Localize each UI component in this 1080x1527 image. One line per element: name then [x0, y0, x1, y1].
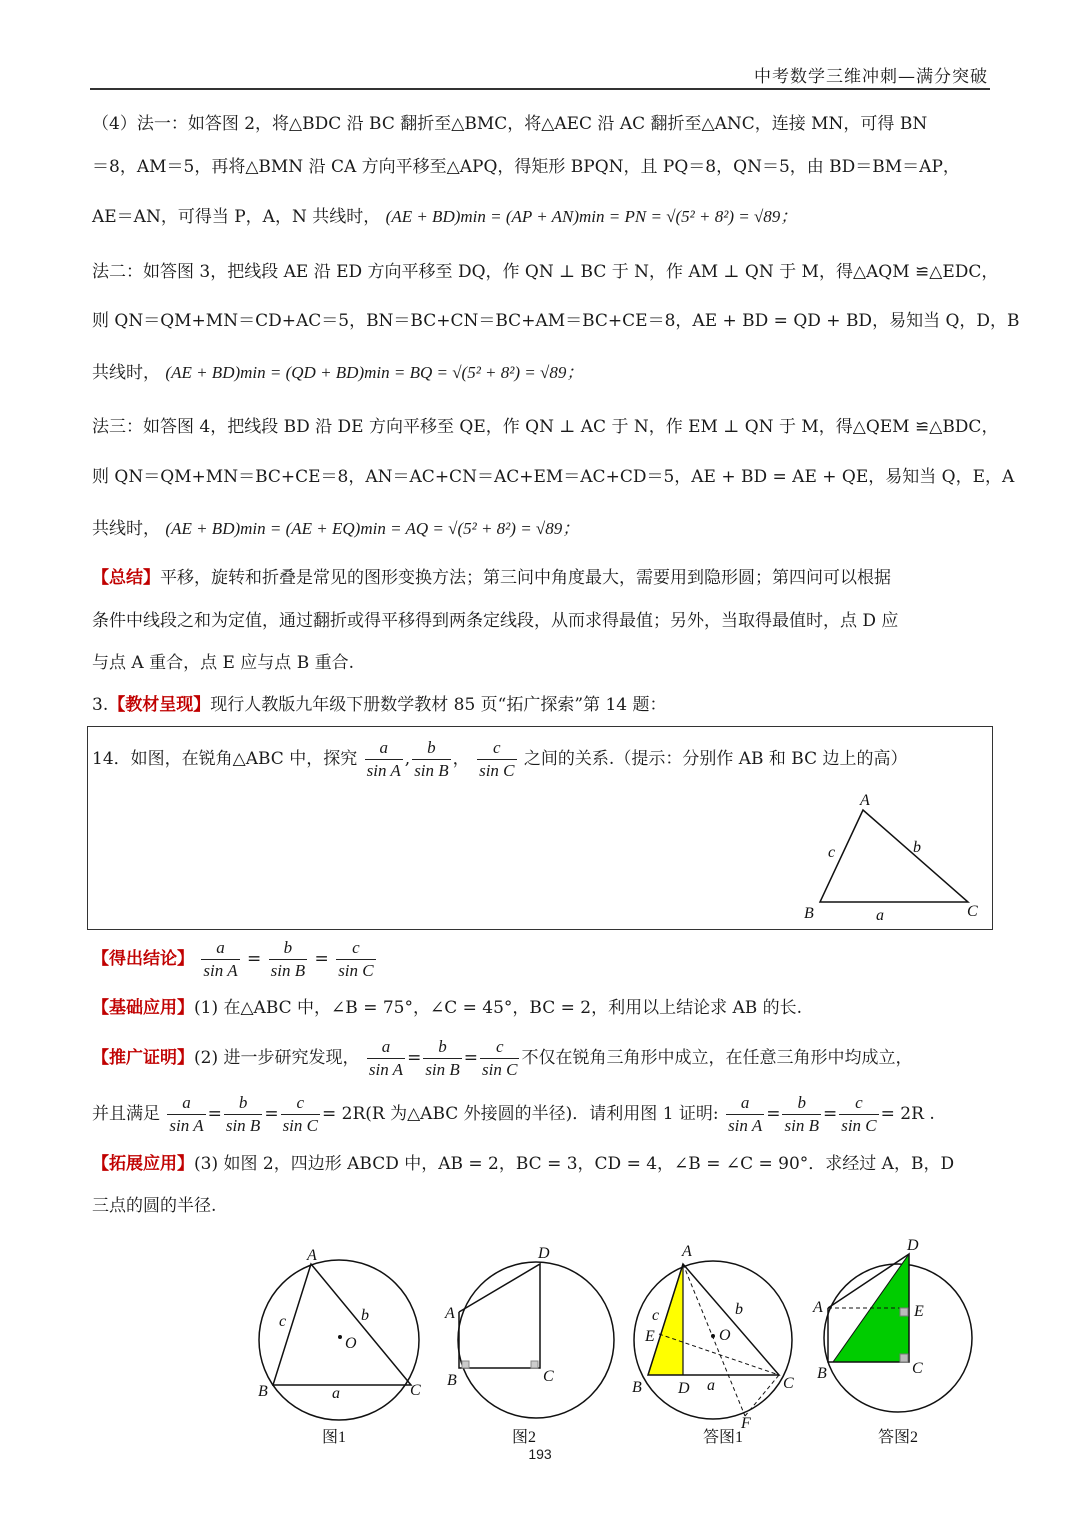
m3-line3	[92, 517, 990, 541]
m3-formula: (AE + BD)min = (AE + EQ)min = AQ = √(5² + 8²) = √89；	[165, 519, 580, 538]
conclusion-tag: 【得出结论】	[92, 949, 194, 969]
ans2-right-angle-E	[900, 1308, 908, 1316]
p4-line2: ＝8，AM＝5，再将△BMN 沿 CA 方向平移至△APQ，得矩形 BPQN，且 PQ＝8，QN＝5，由 BD＝BM＝AP，	[92, 157, 960, 177]
fig1-label-a: a	[332, 1385, 340, 1402]
m2-line1: 法二：如答图 3，把线段 AE 沿 ED 方向平移至 DQ，作 QN ⊥ BC 于 N，作 AM ⊥ QN 于 M，得△AQM ≌△EDC，	[92, 262, 999, 282]
fig2-label-A: A	[445, 1305, 455, 1322]
basic-text: (1) 在△ABC 中，∠B = 75°，∠C = 45°，BC = 2，利用以上结论求 AB 的长.	[194, 998, 803, 1018]
fig1-label-C: C	[410, 1382, 421, 1399]
fig1-label-O: O	[345, 1335, 357, 1352]
ans1-label-c: c	[652, 1307, 660, 1324]
proof-text2c: = 2R .	[880, 1104, 935, 1124]
p4-line3	[92, 205, 990, 229]
proof-text1: (2) 进一步研究发现，	[194, 1048, 360, 1068]
item3-num: 3.	[92, 695, 109, 715]
ans1-caption: 答图1	[703, 1429, 744, 1446]
ext-text1: (3) 如图 2，四边形 ABCD 中，AB = 2，BC = 3，CD = 4，∠B = ∠C = 90°．求经过 A，B，D	[194, 1154, 955, 1174]
proof-text2a: 并且满足	[92, 1104, 160, 1124]
summary-text1: 平移，旋转和折叠是常见的图形变换方法；第三问中角度最大，需要用到隐形圆；第四问可以根据	[160, 568, 891, 588]
fig2-circle	[458, 1262, 614, 1418]
answer-figure-1	[632, 1243, 794, 1446]
label-c: c	[828, 844, 836, 861]
page-number: 193	[528, 1446, 552, 1462]
fig1-caption: 图1	[322, 1429, 347, 1446]
label-A: A	[860, 792, 870, 809]
p4-line3-text: AE＝AN，可得当 P，A，N 共线时，	[92, 207, 381, 227]
item3-tag: 【教材呈现】	[108, 695, 211, 715]
m3-line2: 则 QN＝QM+MN＝BC+CE＝8，AN＝AC+CN＝AC+EM＝AC+CD＝5，AE + BD = AE + QE，易知当 Q，E，A	[92, 467, 1015, 487]
ans1-label-b: b	[735, 1301, 743, 1318]
label-b: b	[913, 839, 921, 856]
fig2-label-B: B	[447, 1372, 457, 1389]
proof-text1b: 不仅在锐角三角形中成立，在任意三角形中均成立，	[521, 1048, 913, 1068]
header-title: 中考数学三维冲刺—满分突破	[754, 67, 988, 87]
summary-line3: 与点 A 重合，点 E 应与点 B 重合.	[92, 653, 355, 673]
ans1-center-dot	[711, 1334, 715, 1338]
triangle-abc	[820, 810, 968, 902]
summary-tag: 【总结】	[92, 568, 160, 588]
figure-1	[258, 1247, 421, 1446]
label-a: a	[876, 907, 884, 924]
label-B: B	[804, 905, 814, 922]
fig1-label-B: B	[258, 1383, 268, 1400]
ans1-label-O: O	[719, 1327, 731, 1344]
page-header	[90, 58, 990, 90]
textbook-box	[87, 726, 993, 930]
textbook-question: 14．如图，在锐角△ABC 中，探究 $\frac{a}{\text{sin A}}$ , $\frac{b}{\text{sin B}}$ ， $\frac{c}{\text{sin C}}$ 之间的关系.（提示：分别作 AB 和 BC 边上的高）	[92, 738, 908, 780]
frac-c-sinC: $\frac{c}{\text{sin C}}$	[479, 738, 515, 780]
ans2-right-angle-C	[900, 1354, 908, 1362]
summary-line1	[92, 566, 990, 590]
ext-line1	[92, 1152, 990, 1176]
figure-2	[444, 1245, 614, 1446]
item3-line	[92, 693, 990, 717]
fig2-right-angle-C	[531, 1361, 538, 1368]
ans1-label-E: E	[645, 1328, 655, 1345]
textbook-tail: 之间的关系.（提示：分别作 AB 和 BC 边上的高）	[523, 749, 908, 769]
proof-line1: 【推广证明】(2) 进一步研究发现， $\frac{a}{\text{sin A}}$ = $\frac{b}{\text{sin B}}$ = $\frac{c}{\text{sin C}}$ 不仅在锐角三角形中成立，在任意三角形中均成立，	[92, 1037, 913, 1079]
fig1-label-b: b	[361, 1307, 369, 1324]
p4-line1: （4）法一：如答图 2，将△BDC 沿 BC 翻折至△BMC，将△AEC 沿 AC 翻折至△ANC，连接 MN，可得 BN	[92, 114, 928, 134]
ext-tag: 【拓展应用】	[92, 1154, 194, 1174]
fig2-quad	[459, 1264, 540, 1368]
basic-tag: 【基础应用】	[92, 998, 194, 1018]
ans1-chord-FC	[745, 1375, 779, 1416]
fig2-caption: 图2	[512, 1429, 537, 1446]
ans1-label-a: a	[707, 1377, 715, 1394]
m2-formula: (AE + BD)min = (QD + BD)min = BQ = √(5² + 8²) = √89；	[165, 363, 584, 382]
m2-line3-text: 共线时，	[92, 363, 160, 383]
ans1-label-D: D	[678, 1380, 690, 1397]
answer-figure-2	[812, 1237, 972, 1446]
frac-b-sinB: $\frac{b}{\text{sin B}}$	[414, 738, 449, 780]
p4-formula: (AE + BD)min = (AP + AN)min = PN = √(5² + 8²) = √89；	[385, 207, 798, 226]
proof-text2b: = 2R(R 为△ABC 外接圆的半径)．请利用图 1 证明:	[322, 1104, 719, 1124]
frac-a-sinA: $\frac{a}{\text{sin A}}$	[366, 738, 401, 780]
ans1-label-B: B	[632, 1379, 642, 1396]
fig1-label-A: A	[307, 1247, 317, 1264]
m3-line3-text: 共线时，	[92, 519, 160, 539]
m2-line3	[92, 361, 990, 385]
ans1-circle	[634, 1261, 792, 1419]
item3-text: 现行人教版九年级下册数学教材 85 页“拓广探索”第 14 题：	[210, 695, 667, 715]
ans1-label-A: A	[682, 1243, 692, 1260]
ans1-label-C: C	[783, 1375, 794, 1392]
fig2-right-angle-B	[462, 1361, 469, 1368]
ans2-label-C: C	[912, 1360, 923, 1377]
textbook-lead: 14．如图，在锐角△ABC 中，探究	[92, 749, 358, 769]
ans2-label-A: A	[813, 1299, 823, 1316]
label-C: C	[967, 903, 978, 920]
ans2-label-B: B	[817, 1365, 827, 1382]
fig1-label-c: c	[279, 1313, 287, 1330]
m2-line2: 则 QN＝QM+MN＝CD+AC＝5，BN＝BC+CN＝BC+AM＝BC+CE＝8，AE + BD = QD + BD，易知当 Q，D，B	[92, 311, 1020, 331]
ans2-label-E: E	[914, 1303, 924, 1320]
fig2-label-D: D	[538, 1245, 550, 1262]
proof-line2: 并且满足 $\frac{a}{\text{sin A}}$ = $\frac{b}{\text{sin B}}$ = $\frac{c}{\text{sin C}}$ = 2R(R 为△ABC 外接圆的半径)．请利用图 1 证明: $\frac{a}{\text{sin A}}$ = $\frac{b}{\text{sin B}}$ = $\frac{c}{\text{sin C}}$ = 2R .	[92, 1093, 935, 1135]
textbook-triangle	[88, 727, 992, 929]
fig1-center-dot	[338, 1335, 342, 1339]
m3-line1: 法三：如答图 4，把线段 BD 沿 DE 方向平移至 QE，作 QN ⊥ AC 于 N，作 EM ⊥ QN 于 M，得△QEM ≌△BDC，	[92, 417, 999, 437]
ans2-caption: 答图2	[878, 1429, 919, 1446]
figures-row	[0, 1228, 1080, 1458]
ext-line2: 三点的圆的半径.	[92, 1196, 217, 1216]
basic-line	[92, 996, 990, 1020]
proof-tag: 【推广证明】	[92, 1048, 194, 1068]
fig2-label-C: C	[543, 1368, 554, 1385]
summary-line2: 条件中线段之和为定值，通过翻折或得平移得到两条定线段，从而求得最值；另外，当取得最值时，点 D 应	[92, 611, 899, 631]
fig1-triangle	[273, 1264, 411, 1385]
ans1-label-F: F	[741, 1415, 751, 1432]
ans2-label-D: D	[907, 1237, 919, 1254]
conclusion-line: 【得出结论】 $\frac{a}{\text{sin A}}$ = $\frac{b}{\text{sin B}}$ = $\frac{c}{\text{sin C}}$	[92, 938, 374, 980]
